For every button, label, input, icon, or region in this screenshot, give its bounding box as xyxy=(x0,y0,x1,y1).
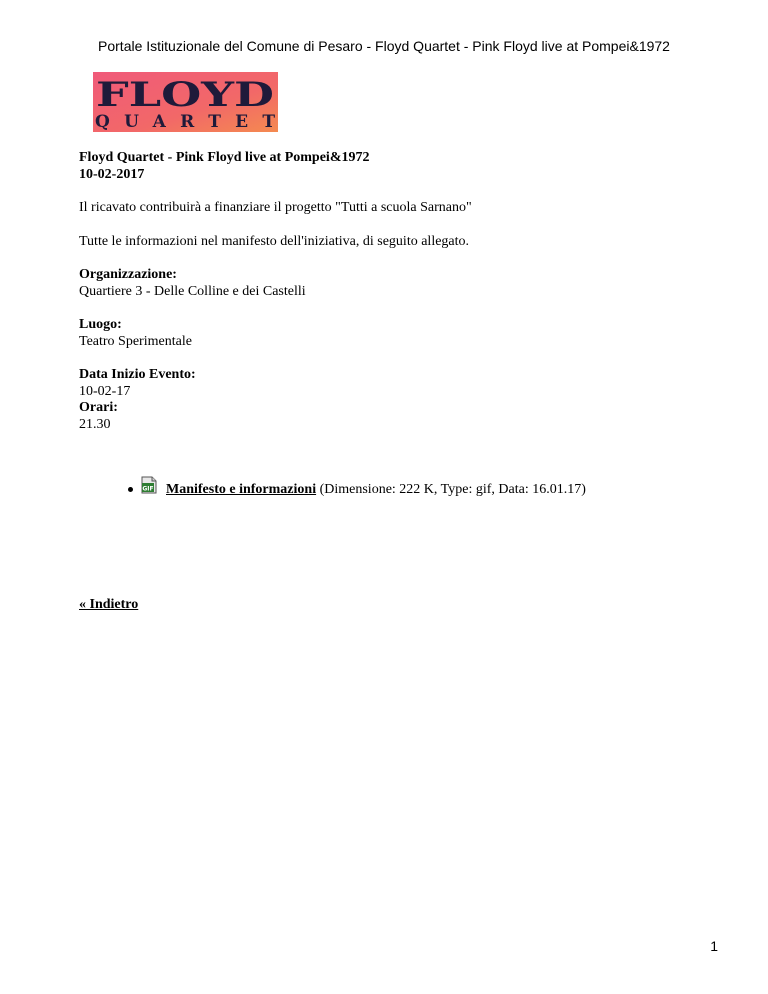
event-content xyxy=(79,150,699,433)
floyd-quartet-logo xyxy=(93,72,278,132)
luogo-value: Teatro Sperimentale xyxy=(79,333,192,349)
page-header: Portale Istituzionale del Comune di Pesaro - Floyd Quartet - Pink Floyd live at Pompei&1972 xyxy=(98,38,670,54)
attachment-details: (Dimensione: 222 K, Type: gif, Data: 16.01.17) xyxy=(319,482,586,498)
organizzazione-label: Organizzazione: xyxy=(79,267,177,282)
gif-icon-label: GIF xyxy=(141,485,154,493)
orari-value: 21.30 xyxy=(79,416,111,432)
logo-line1: FLOYD xyxy=(96,75,274,115)
back-link[interactable]: « Indietro xyxy=(79,597,139,612)
gif-file-icon[interactable] xyxy=(141,476,157,500)
luogo-label: Luogo: xyxy=(79,317,122,332)
organizzazione-value: Quartiere 3 - Delle Colline e dei Castelli xyxy=(79,283,306,299)
attachment-link[interactable]: Manifesto e informazioni xyxy=(166,482,317,498)
attachment-list xyxy=(128,478,586,502)
description-paragraph-2: Tutte le informazioni nel manifesto dell'iniziativa, di seguito allegato. xyxy=(79,233,470,249)
orari-label: Orari: xyxy=(79,400,118,415)
event-title: Floyd Quartet - Pink Floyd live at Pompei&1972 xyxy=(79,150,370,165)
page-number: 1 xyxy=(710,938,718,954)
list-bullet xyxy=(128,487,133,492)
event-date: 10-02-2017 xyxy=(79,166,145,182)
description-paragraph-1: Il ricavato contribuirà a finanziare il progetto "Tutti a scuola Sarnano" xyxy=(79,200,472,215)
data-inizio-label: Data Inizio Evento: xyxy=(79,367,196,382)
data-inizio-value: 10-02-17 xyxy=(79,383,131,399)
logo-line2: QUARTET xyxy=(95,112,275,132)
